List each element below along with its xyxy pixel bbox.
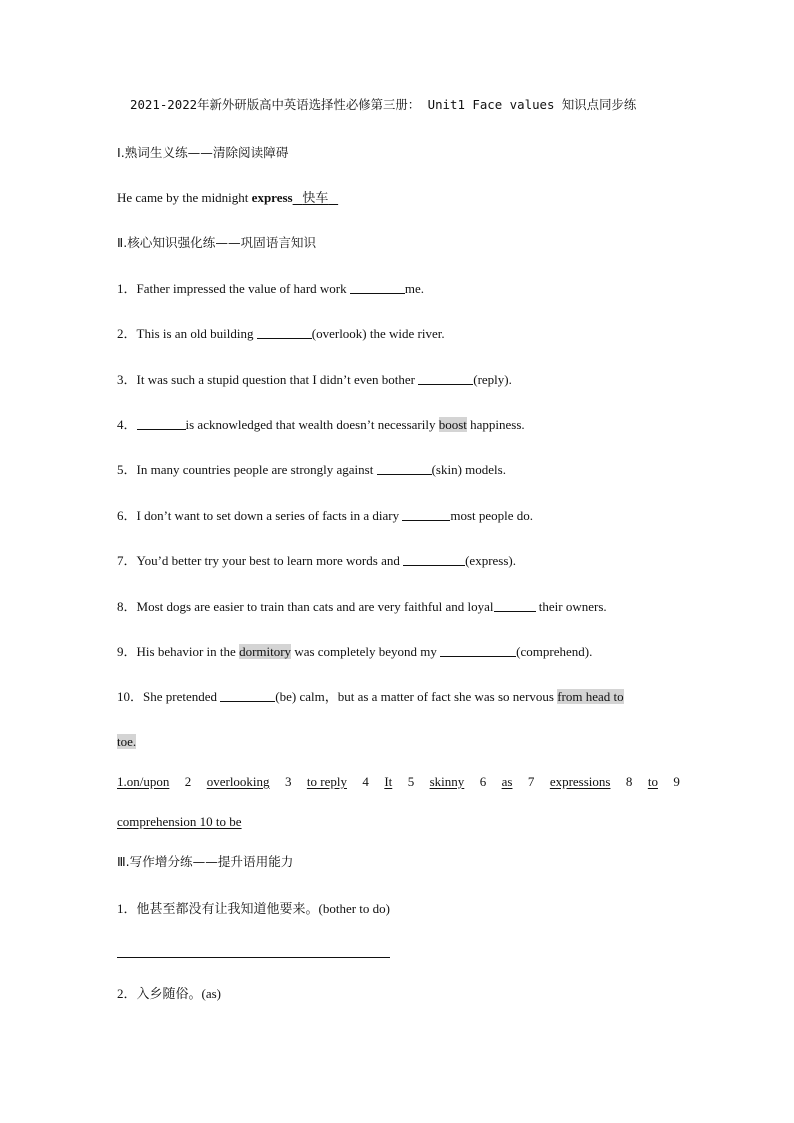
item-number: 2．	[117, 986, 137, 1001]
highlighted-word: dormitory	[239, 644, 292, 659]
answer-key-item: It	[384, 774, 393, 789]
answer-key-item: 1.on/upon	[117, 774, 170, 789]
item-text: I don’t want to set down a series of facts in a diary	[136, 508, 403, 523]
writing-item-1	[117, 901, 680, 917]
item-text: 入乡随俗。(as)	[136, 986, 222, 1001]
exercise-item-10-continued	[117, 734, 680, 750]
fill-blank[interactable]	[377, 462, 432, 475]
answer-key-number: 5	[407, 774, 415, 789]
answer-key-item: to	[647, 774, 658, 789]
item-text: was completely beyond my	[291, 644, 441, 659]
exercise-item-10	[117, 689, 680, 705]
highlighted-phrase: toe.	[117, 734, 137, 749]
answer-key-number: 3	[284, 774, 292, 789]
fill-blank[interactable]	[220, 689, 275, 702]
item-number: 3．	[117, 372, 137, 387]
highlighted-word: boost	[438, 417, 467, 432]
item-text: me.	[404, 281, 425, 296]
answer-key-line-2	[117, 814, 680, 830]
item-number: 8．	[117, 599, 137, 614]
item-text: Most dogs are easier to train than cats and are very faithful and loyal	[136, 599, 494, 614]
item-text: In many countries people are strongly against	[136, 462, 377, 477]
answer-key-item: comprehension 10 to be	[117, 814, 242, 829]
fill-blank[interactable]	[440, 644, 516, 657]
exercise-item-4	[117, 417, 680, 433]
item-hint: (skin) models.	[431, 462, 506, 477]
fill-blank[interactable]	[350, 281, 405, 294]
item-hint: (comprehend).	[516, 644, 593, 659]
writing-item-2	[117, 986, 680, 1002]
fill-blank[interactable]	[418, 372, 473, 385]
item-hint: (overlook) the wide river.	[311, 326, 445, 341]
answer-key-number: 7	[527, 774, 535, 789]
item-text: 他甚至都没有让我知道他要来。(bother to do)	[136, 901, 390, 916]
fill-blank[interactable]	[137, 417, 186, 430]
exercise-item-3	[117, 372, 680, 388]
answer-blank	[293, 190, 339, 205]
item-hint: (reply).	[473, 372, 512, 387]
item-text: most people do.	[450, 508, 534, 523]
item-number: 5．	[117, 462, 137, 477]
item-number: 4．	[117, 417, 137, 432]
answer-key-line-1	[117, 774, 680, 790]
highlighted-phrase: from head to	[557, 689, 624, 704]
item-text: His behavior in the	[136, 644, 240, 659]
answer-key-number: 2	[184, 774, 192, 789]
exercise-item-1	[117, 281, 680, 297]
section-2-heading: Ⅱ.核心知识强化练——巩固语言知识	[117, 235, 317, 250]
item-text: their owners.	[535, 599, 607, 614]
fill-blank[interactable]	[402, 508, 450, 521]
item-text: This is an old building	[136, 326, 257, 341]
answer-key-item: as	[501, 774, 513, 789]
answer-line[interactable]	[117, 957, 390, 958]
item-number: 9．	[117, 644, 137, 659]
exercise-item-9	[117, 644, 680, 660]
exercise-item-6	[117, 508, 680, 524]
item-number: 2．	[117, 326, 137, 341]
answer-key-number: 8	[625, 774, 633, 789]
item-text: Father impressed the value of hard work	[136, 281, 350, 296]
target-word: express	[251, 190, 293, 205]
item-text: is acknowledged that wealth doesn’t necessarily	[185, 417, 439, 432]
item-hint: (express).	[465, 553, 516, 568]
answer-key-number: 6	[479, 774, 487, 789]
section-1-heading: Ⅰ.熟词生义练——清除阅读障碍	[117, 145, 289, 160]
item-number: 1．	[117, 901, 137, 916]
answer-key-number: 9	[673, 774, 680, 789]
item-text: She pretended	[143, 689, 221, 704]
answer-key-item: expressions	[549, 774, 611, 789]
fill-blank[interactable]	[403, 553, 465, 566]
answer-key-number: 4	[362, 774, 369, 789]
answer-key-item: overlooking	[206, 774, 270, 789]
answer-key-item: to reply	[306, 774, 347, 789]
item-hint: (be) calm，but as a matter of fact she was so nervous	[275, 689, 558, 704]
item-text: It was such a stupid question that I didn’t even bother	[136, 372, 419, 387]
exercise-item-5	[117, 462, 680, 478]
item-text: You’d better try your best to learn more words and	[136, 553, 404, 568]
fill-blank[interactable]	[257, 326, 312, 339]
exercise-item-8	[117, 599, 680, 615]
answer-text: 快车	[302, 190, 329, 205]
item-number: 6．	[117, 508, 137, 523]
item-number: 1．	[117, 281, 137, 296]
exercise-item-2	[117, 326, 680, 342]
section-3-heading: Ⅲ.写作增分练——提升语用能力	[117, 854, 294, 869]
document-title: 2021-2022年新外研版高中英语选择性必修第三册： Unit1 Face values 知识点同步练	[130, 97, 637, 112]
item-number: 7．	[117, 553, 137, 568]
sentence-text: He came by the midnight	[117, 190, 252, 205]
item-text: happiness.	[466, 417, 525, 432]
exercise-item-7	[117, 553, 680, 569]
answer-key-item: skinny	[429, 774, 465, 789]
fill-blank[interactable]	[494, 599, 536, 612]
item-number: 10．	[117, 689, 144, 704]
section-1-sentence	[117, 190, 680, 206]
